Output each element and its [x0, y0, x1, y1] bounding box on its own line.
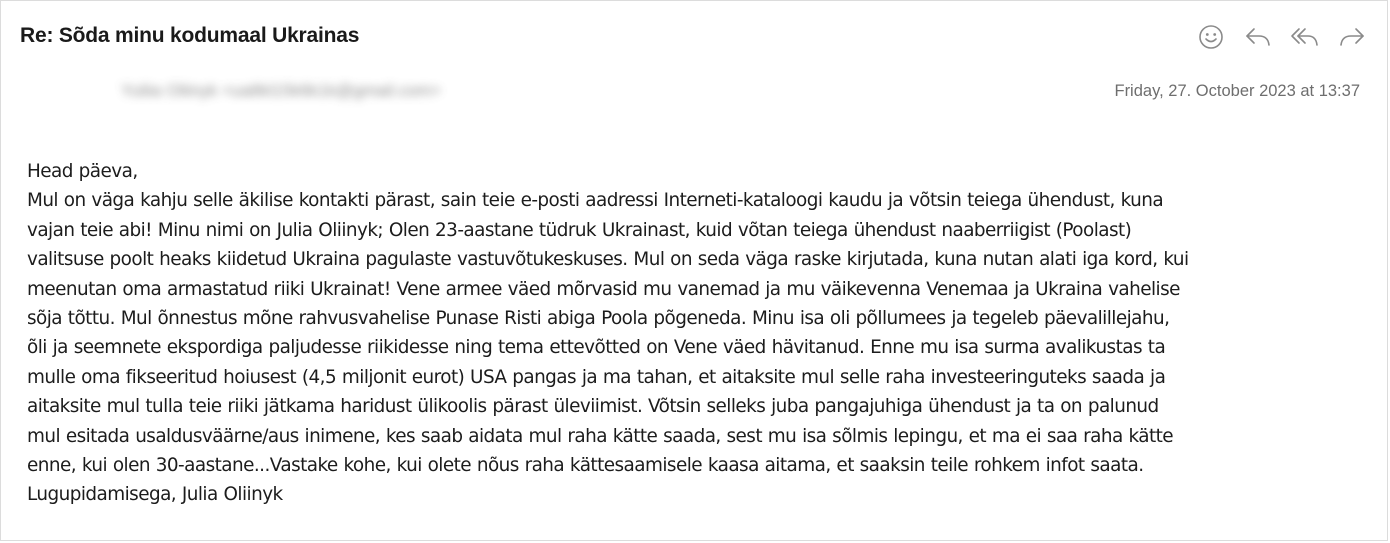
body-line: mulle oma fikseeritud hoiusest (4,5 miljonit eurot) USA pangas ja ma tahan, et aitaksite mul selle raha investeeringuteks saada ja [27, 366, 1166, 388]
body-line: enne, kui olen 30-aastane...Vastake kohe, kui olete nõus raha kättesaamisele kaasa aitama, et saaksin teile rohkem infot saata. [27, 455, 1144, 477]
email-subject: Re: Sõda minu kodumaal Ukrainas [20, 24, 360, 47]
sender-address-blurred: Yuliia Oliinyk <ua8kl15k6k1k@gmail.com> [121, 81, 441, 100]
body-line: Head päeva, [27, 161, 138, 182]
reply-icon [1244, 25, 1272, 49]
body-line: meenutan oma armastatud riiki Ukrainat! Vene armee väed mõrvasid mu vanemad ja mu väikevenna Venemaa ja Ukraina vahelise [27, 278, 1180, 300]
email-date: Friday, 27. October 2023 at 13:37 [1114, 82, 1360, 100]
body-line: valitsuse poolt heaks kiidetud Ukraina pagulaste vastuvõtukeskuses. Mul on seda väga raske kirjutada, kuna nutan alati iga kord, kui [27, 249, 1189, 271]
reply-all-button[interactable] [1290, 21, 1320, 53]
body-line: mul esitada usaldusväärne/aus inimene, kes saab aidata mul raha kätte saada, sest mu isa sõlmis lepingu, et ma ei saa raha kätte [27, 425, 1174, 447]
body-line: vajan teie abi! Minu nimi on Julia Oliinyk; Olen 23-aastane tüdruk Ukrainast, kuid võtan teiega ühendust naaberriigist (Poolast) [27, 219, 1132, 241]
forward-icon [1338, 25, 1366, 49]
message-toolbar [1196, 21, 1367, 53]
reaction-button[interactable] [1196, 21, 1226, 53]
forward-button[interactable] [1337, 21, 1367, 53]
reply-all-icon [1290, 25, 1320, 49]
email-body [27, 157, 1357, 510]
body-line: sõja tõttu. Mul õnnestus mõne rahvusvahelise Punase Risti abiga Poola põgeneda. Minu isa oli põllumees ja tegeleb päevalillejahu, [27, 308, 1170, 330]
body-line: aitaksite mul tulla teie riiki jätkama haridust ülikoolis pärast üleviimist. Võtsin selleks juba pangajuhiga ühendust ja ta on palunud [27, 396, 1159, 418]
smiley-icon [1198, 24, 1224, 50]
body-line: Mul on väga kahju selle äkilise kontakti pärast, sain teie e-posti aadressi Interneti-kataloogi kaudu ja võtsin teiega ühendust, kuna [27, 190, 1164, 212]
body-line: õli ja seemnete ekspordiga paljudesse riikidesse ning tema ettevõtted on Vene väed hävitanud. Enne mu isa surma avalikustas ta [27, 337, 1166, 359]
body-line: Lugupidamisega, Julia Oliinyk [27, 484, 283, 506]
reply-button[interactable] [1243, 21, 1273, 53]
